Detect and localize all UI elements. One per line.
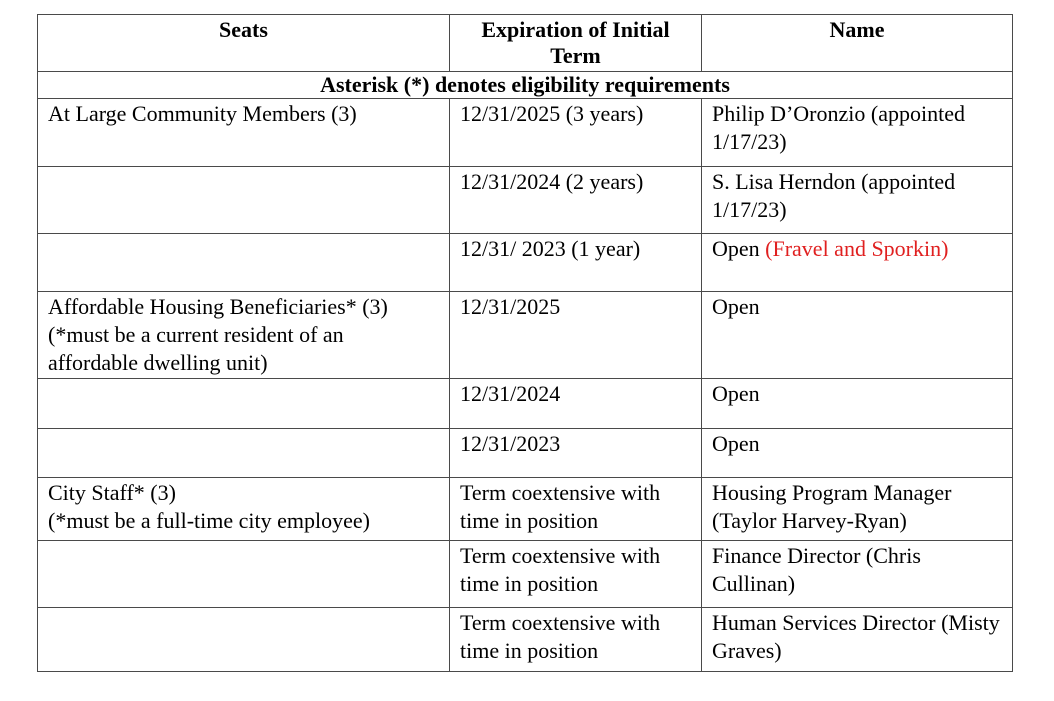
table-row (38, 379, 1013, 429)
member-name: Finance Director (Chris Cullinan) (712, 543, 921, 596)
table-header-row (38, 15, 1013, 72)
term-cell: 12/31/2025 (450, 292, 702, 379)
member-name: S. Lisa Herndon (appointed 1/17/23) (712, 169, 956, 222)
seat-eligibility-note: (*must be a full-time city employee) (48, 508, 370, 533)
table-row (38, 292, 1013, 379)
term-cell: 12/31/ 2023 (1 year) (450, 234, 702, 292)
table-row (38, 167, 1013, 234)
term-cell: 12/31/2025 (3 years) (450, 99, 702, 167)
name-cell (702, 429, 1013, 478)
header-expiration-line2: Term (550, 43, 601, 68)
member-name: Open (712, 294, 760, 319)
term-cell: 12/31/2024 (450, 379, 702, 429)
name-cell (702, 478, 1013, 541)
header-seats: Seats (38, 15, 450, 72)
term-cell: Term coextensive with time in position (450, 608, 702, 672)
eligibility-note-row (38, 72, 1013, 99)
member-name: Open (712, 381, 760, 406)
seat-cell (38, 478, 450, 541)
seat-label: City Staff* (3) (48, 480, 176, 505)
seat-eligibility-note: (*must be a current resident of an affordable dwelling unit) (48, 322, 344, 375)
header-expiration-line1: Expiration of Initial (481, 17, 670, 42)
seat-cell (38, 541, 450, 608)
term-cell: 12/31/2024 (2 years) (450, 167, 702, 234)
table-row (38, 541, 1013, 608)
member-name: Open (712, 431, 760, 456)
term-cell: 12/31/2023 (450, 429, 702, 478)
seat-cell (38, 429, 450, 478)
member-name: Philip D’Oronzio (appointed 1/17/23) (712, 101, 965, 154)
member-name: Housing Program Manager (Taylor Harvey-Ryan) (712, 480, 952, 533)
seat-cell (38, 608, 450, 672)
name-cell (702, 167, 1013, 234)
term-cell: Term coextensive with time in position (450, 541, 702, 608)
table-row (38, 429, 1013, 478)
table-row (38, 99, 1013, 167)
member-name: Human Services Director (Misty Graves) (712, 610, 1000, 663)
table-row (38, 234, 1013, 292)
seat-cell (38, 99, 450, 167)
header-name: Name (702, 15, 1013, 72)
term-cell: Term coextensive with time in position (450, 478, 702, 541)
seat-cell (38, 167, 450, 234)
vacancy-note: (Fravel and Sporkin) (765, 236, 949, 261)
name-cell (702, 234, 1013, 292)
member-name: Open (712, 236, 766, 261)
seat-label: At Large Community Members (3) (48, 101, 357, 126)
name-cell (702, 608, 1013, 672)
seats-table (37, 14, 1013, 672)
seat-label: Affordable Housing Beneficiaries* (3) (48, 294, 388, 319)
eligibility-note: Asterisk (*) denotes eligibility requirements (38, 72, 1013, 99)
seat-cell (38, 379, 450, 429)
seat-cell (38, 234, 450, 292)
table-row (38, 478, 1013, 541)
name-cell (702, 541, 1013, 608)
name-cell (702, 99, 1013, 167)
name-cell (702, 292, 1013, 379)
seat-cell (38, 292, 450, 379)
name-cell (702, 379, 1013, 429)
table-row (38, 608, 1013, 672)
header-expiration (450, 15, 702, 72)
